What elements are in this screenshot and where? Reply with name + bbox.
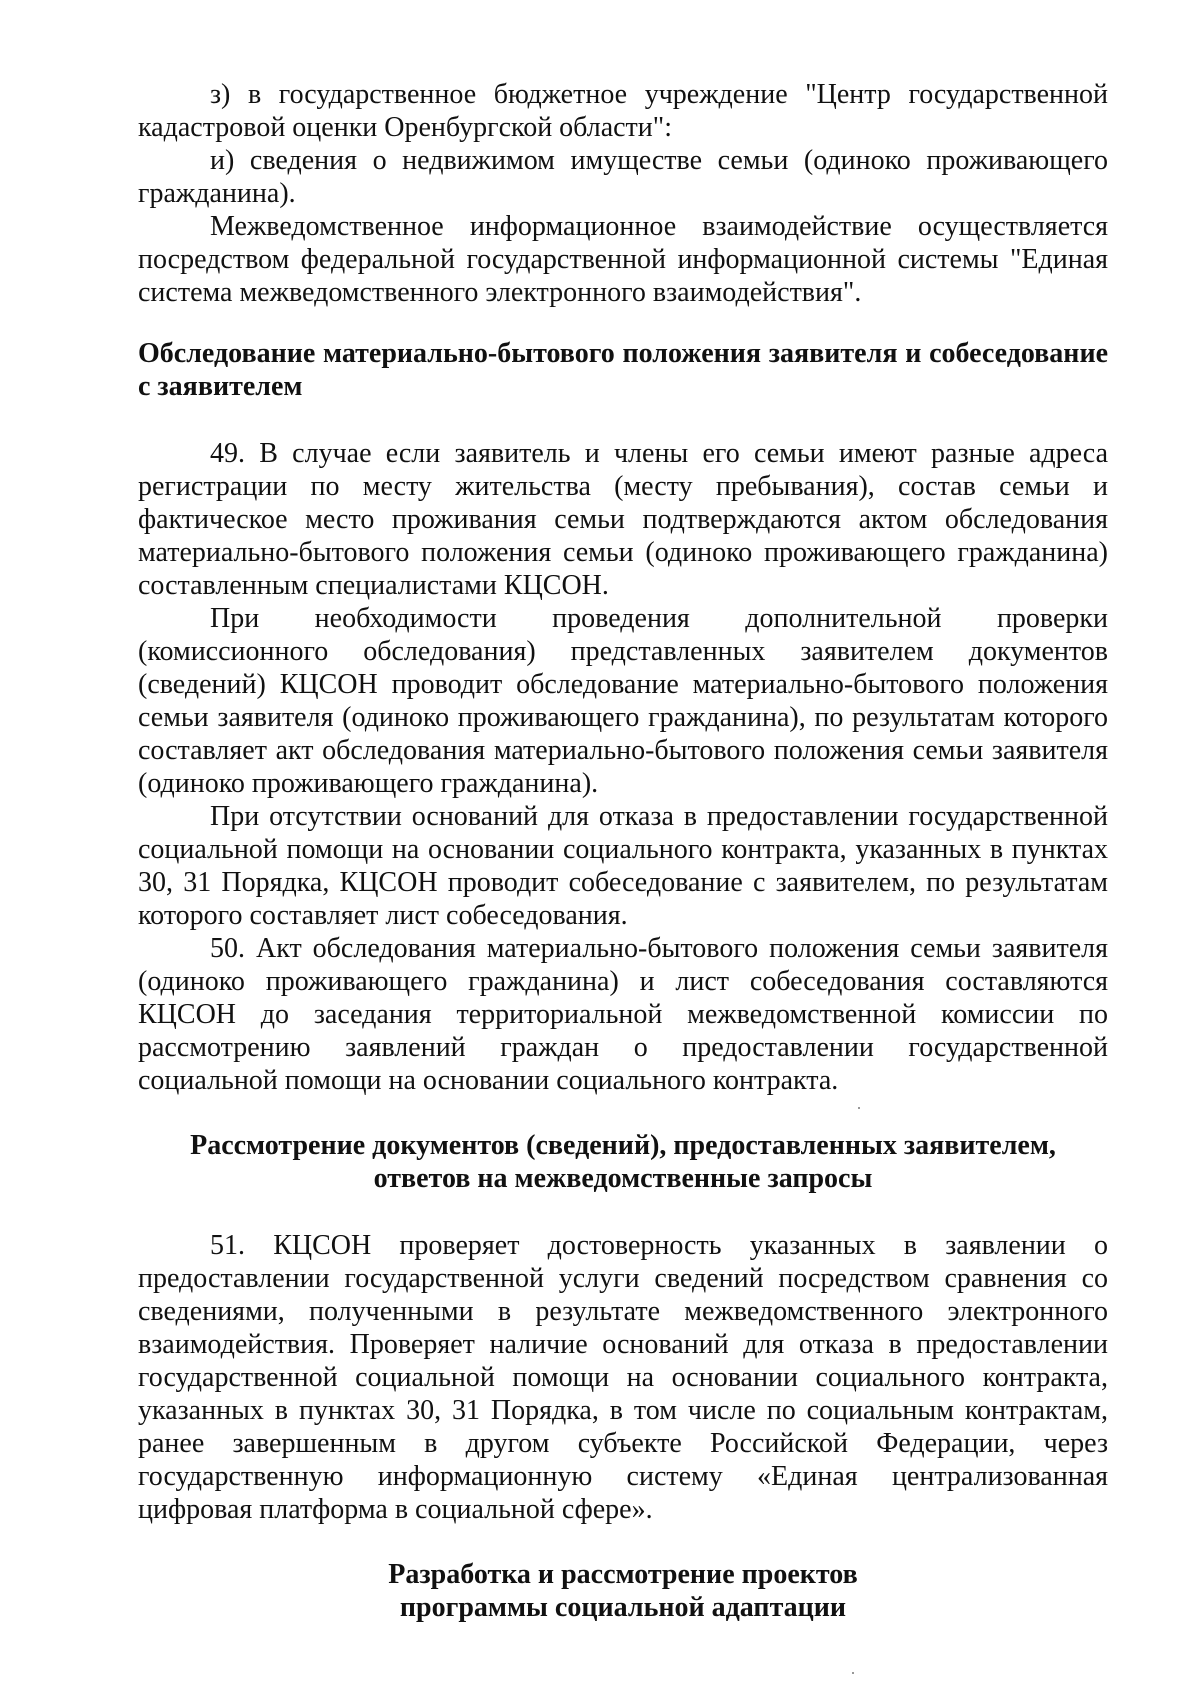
paragraph-item-z: з) в государственное бюджетное учреждение "Центр государственной кадастровой оценки Оренбургской области": (138, 79, 1108, 143)
scan-speck (852, 1672, 854, 1674)
section-heading-review-documents-line1: Рассмотрение документов (сведений), предоставленных заявителем, (190, 1130, 1056, 1161)
paragraph-item-i: и) сведения о недвижимом имуществе семьи (одиноко проживающего гражданина). (138, 145, 1108, 209)
paragraph-50: 50. Акт обследования материально-бытового положения семьи заявителя (одиноко проживающего гражданина) и лист собеседования составляются КЦСОН до заседания территориальной межведомственной комиссии по рассмотрению заявлений граждан о предоставлении государственной социальной помощи на основании социального контракта. (138, 933, 1108, 1096)
paragraph-additional-check: При необходимости проведения дополнительной проверки (комиссионного обследования) представленных заявителем документов (сведений) КЦСОН проводит обследование материально-бытового положения семьи заявителя (одиноко проживающего гражданина), по результатам которого составляет акт обследования материально-бытового положения семьи заявителя (одиноко проживающего гражданина). (138, 603, 1108, 799)
document-page (138, 78, 1108, 1658)
section-heading-review-documents-line2: ответов на межведомственные запросы (373, 1163, 873, 1194)
paragraph-49: 49. В случае если заявитель и члены его семьи имеют разные адреса регистрации по месту жительства (месту пребывания), состав семьи и фактическое место проживания семьи подтверждаются актом обследования материально-бытового положения семьи (одиноко проживающего гражданина) составленным специалистами КЦСОН. (138, 438, 1108, 601)
section-heading-adaptation-program (138, 1558, 1108, 1624)
paragraph-51: 51. КЦСОН проверяет достоверность указанных в заявлении о предоставлении государственной услуги сведений посредством сравнения со сведениями, полученными в результате межведомственного электронного взаимодействия. Проверяет наличие оснований для отказа в предоставлении государственной социальной помощи на основании социального контракта, указанных в пунктах 30, 31 Порядка, в том числе по социальным контрактам, ранее завершенным в другом субъекте Российской Федерации, через государственную информационную систему «Единая централизованная цифровая платформа в социальной сфере». (138, 1230, 1108, 1525)
section-heading-adaptation-program-line1: Разработка и рассмотрение проектов (388, 1559, 858, 1590)
section-heading-inspection: Обследование материально-бытового положения заявителя и собеседование с заявителем (138, 338, 1108, 402)
scan-speck (858, 1107, 860, 1109)
paragraph-interagency-interaction: Межведомственное информационное взаимодействие осуществляется посредством федеральной государственной информационной системы "Единая система межведомственного электронного взаимодействия". (138, 211, 1108, 308)
section-heading-review-documents (138, 1129, 1108, 1195)
section-heading-adaptation-program-line2: программы социальной адаптации (399, 1592, 847, 1623)
paragraph-interview: При отсутствии оснований для отказа в предоставлении государственной социальной помощи на основании социального контракта, указанных в пунктах 30, 31 Порядка, КЦСОН проводит собеседование с заявителем, по результатам которого составляет лист собеседования. (138, 801, 1108, 931)
